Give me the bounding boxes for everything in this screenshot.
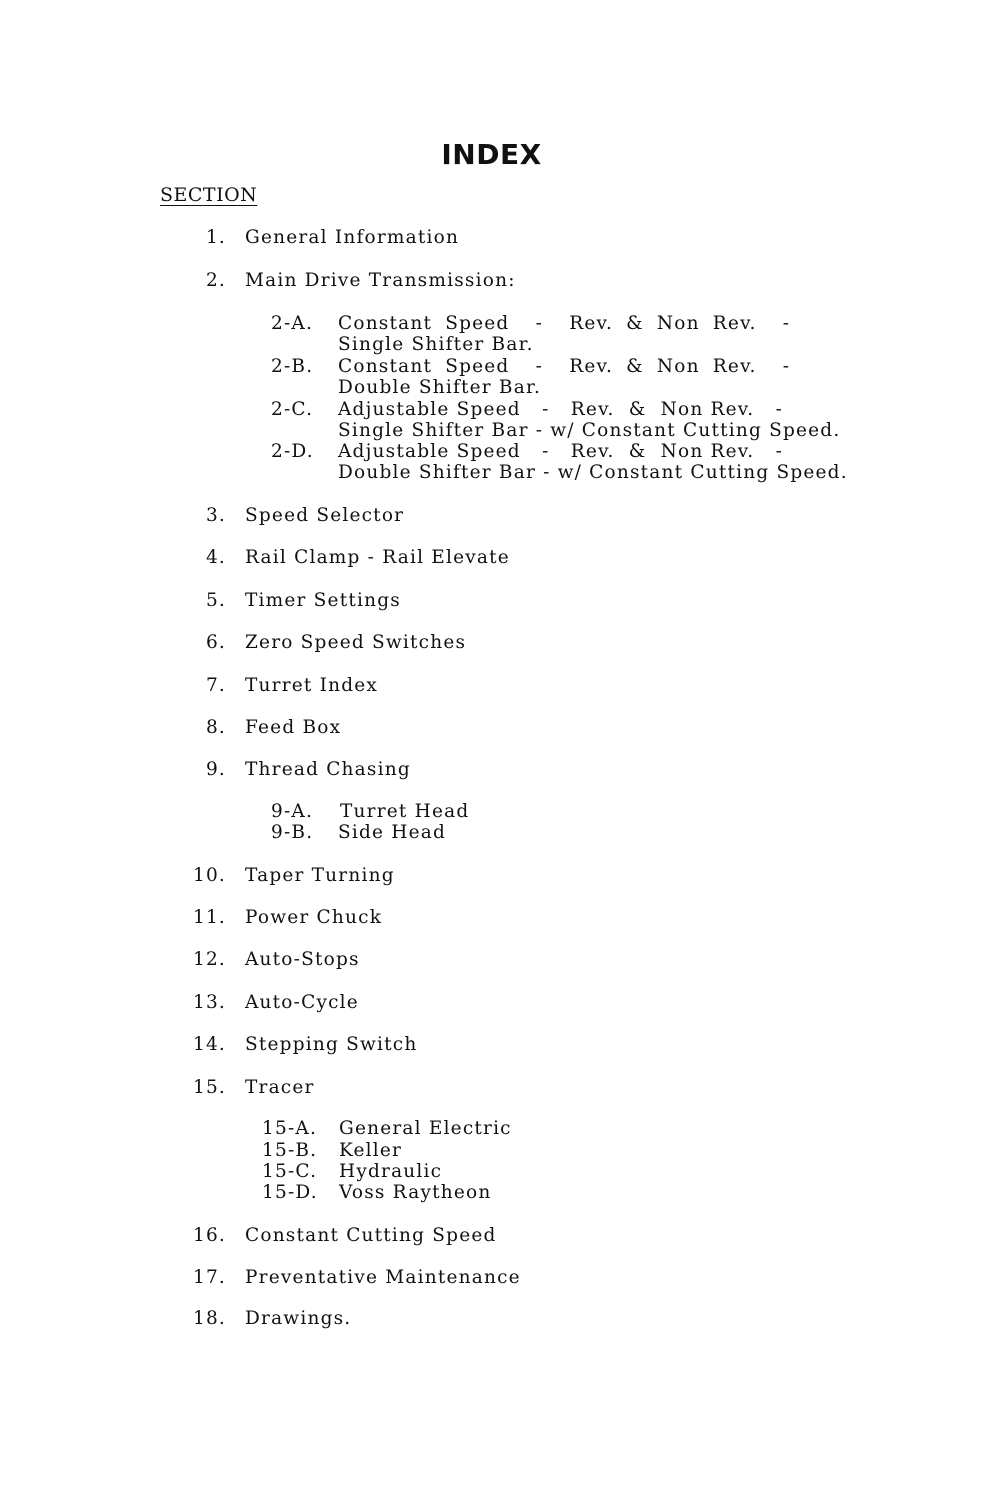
- sub-entry-label: Voss Raytheon: [339, 1182, 492, 1203]
- entry-label: Tracer: [245, 1077, 315, 1098]
- entry-number: 6.: [205, 632, 226, 653]
- entry-label: Turret Index: [245, 675, 379, 696]
- sub-entry-9b: [271, 822, 313, 843]
- sub-entry-number: 15-C.: [262, 1161, 318, 1182]
- page-title: INDEX: [441, 138, 542, 171]
- entry-number: 7.: [205, 675, 226, 696]
- sub-entry-15c: [262, 1161, 317, 1182]
- entry-number: 1.: [205, 227, 226, 248]
- sub-entry-15a-text: [339, 1118, 512, 1139]
- sub-entry-line2: Single Shifter Bar.: [338, 334, 534, 355]
- entry-label: Stepping Switch: [245, 1034, 418, 1055]
- entry-label: Speed Selector: [245, 505, 405, 526]
- entry-label: Constant Cutting Speed: [245, 1225, 497, 1246]
- entry-label: Timer Settings: [245, 590, 401, 611]
- entry-label: Auto-Cycle: [245, 992, 359, 1013]
- entry-label: General Information: [245, 227, 460, 248]
- sub-entry-number: 15-A.: [262, 1118, 318, 1139]
- sub-entry-15a: [262, 1118, 317, 1139]
- entry-label: Taper Turning: [245, 865, 395, 886]
- sub-entry-2a-text: [338, 313, 790, 355]
- entry-number: 8.: [205, 717, 226, 738]
- sub-entry-number: 9-B.: [271, 822, 314, 843]
- entry-number: 3.: [205, 505, 226, 526]
- sub-entry-number: 2-D.: [271, 441, 314, 462]
- sub-entry-line1: Constant Speed - Rev. & Non Rev. -: [338, 356, 791, 377]
- entry-number: 11.: [192, 907, 226, 928]
- entry-label: Auto-Stops: [245, 949, 360, 970]
- sub-entry-15b-text: [339, 1140, 402, 1161]
- entry-label: Rail Clamp - Rail Elevate: [245, 547, 510, 568]
- entry-number: 9.: [205, 759, 226, 780]
- sub-entry-number: 2-C.: [271, 399, 314, 420]
- entry-number: 15.: [192, 1077, 226, 1098]
- entry-number: 10.: [192, 865, 226, 886]
- sub-entry-line2: Single Shifter Bar - w/ Constant Cutting Speed.: [338, 420, 841, 441]
- sub-entry-line1: Adjustable Speed - Rev. & Non Rev. -: [338, 399, 784, 420]
- sub-entry-label: General Electric: [339, 1118, 512, 1139]
- entry-label: Zero Speed Switches: [245, 632, 467, 653]
- entry-number: 17.: [192, 1267, 226, 1288]
- entry-number: 14.: [192, 1034, 226, 1055]
- sub-entry-label: Keller: [339, 1140, 403, 1161]
- sub-entry-number: 9-A.: [271, 801, 314, 822]
- sub-entry-15d: [262, 1182, 318, 1203]
- entry-number: 16.: [192, 1225, 226, 1246]
- sub-entry-9a: [271, 801, 313, 822]
- entry-label: Feed Box: [245, 717, 342, 738]
- sub-entry-2c: [271, 399, 313, 420]
- sub-entry-2b-text: [338, 356, 790, 398]
- sub-entry-number: 15-D.: [262, 1182, 318, 1203]
- sub-entry-line2: Double Shifter Bar - w/ Constant Cutting Speed.: [338, 462, 848, 483]
- entry-label: Drawings.: [245, 1308, 352, 1329]
- sub-entry-label: Hydraulic: [339, 1161, 443, 1182]
- sub-entry-number: 2-B.: [271, 356, 314, 377]
- sub-entry-line1: Constant Speed - Rev. & Non Rev. -: [338, 313, 791, 334]
- sub-entry-label: Side Head: [338, 822, 447, 843]
- sub-entry-15b: [262, 1140, 317, 1161]
- sub-entry-line2: Double Shifter Bar.: [338, 377, 542, 398]
- entry-number: 13.: [192, 992, 226, 1013]
- sub-entry-9b-text: [338, 822, 446, 843]
- entry-number: 5.: [205, 590, 226, 611]
- entry-number: 12.: [192, 949, 226, 970]
- sub-entry-number: 2-A.: [271, 313, 314, 334]
- sub-entry-label: Turret Head: [340, 801, 470, 822]
- entry-number: 4.: [205, 547, 226, 568]
- entry-label: Thread Chasing: [245, 759, 411, 780]
- sub-entry-15c-text: [339, 1161, 442, 1182]
- entry-label: Main Drive Transmission:: [245, 270, 516, 291]
- entry-label: Power Chuck: [245, 907, 383, 928]
- sub-entry-15d-text: [339, 1182, 491, 1203]
- entry-number: 2.: [205, 270, 226, 291]
- sub-entry-2d: [271, 441, 314, 462]
- sub-entry-line1: Adjustable Speed - Rev. & Non Rev. -: [338, 441, 784, 462]
- sub-entry-2a: [271, 313, 313, 334]
- sub-entry-number: 15-B.: [262, 1140, 318, 1161]
- sub-entry-2d-text: [338, 441, 848, 483]
- entry-number: 18.: [192, 1308, 226, 1329]
- section-column-label: SECTION: [160, 184, 258, 206]
- sub-entry-9a-text: [340, 801, 469, 822]
- sub-entry-2c-text: [338, 399, 840, 441]
- entry-label: Preventative Maintenance: [245, 1267, 521, 1288]
- sub-entry-2b: [271, 356, 313, 377]
